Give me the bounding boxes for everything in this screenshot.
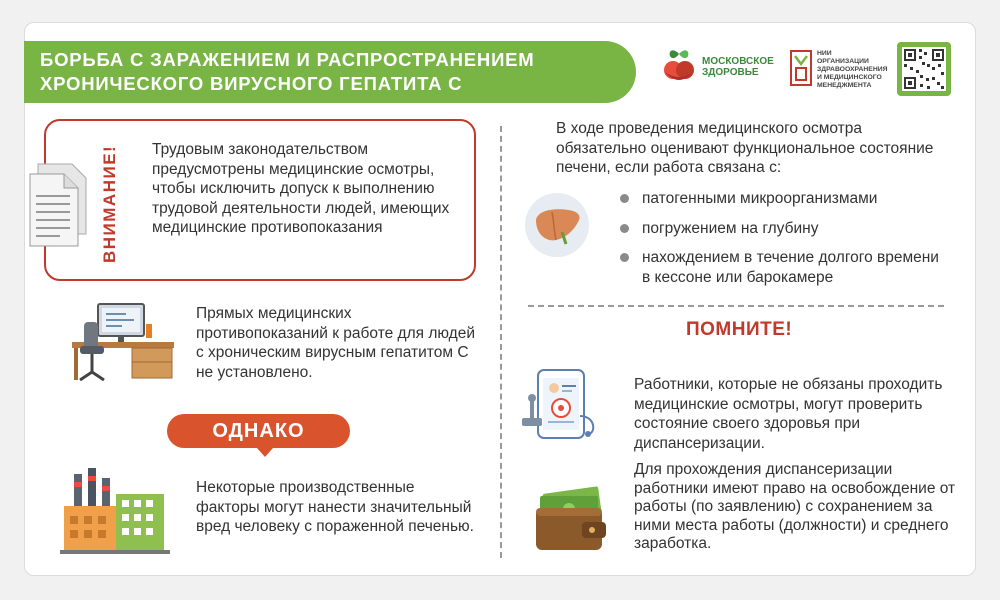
however-label: ОДНАКО: [212, 419, 305, 442]
however-pointer: [257, 448, 273, 457]
list-item: [620, 189, 950, 209]
list-item: [620, 248, 950, 287]
nii-line-2: ОРГАНИЗАЦИИ: [817, 58, 869, 65]
nii-line-5: МЕНЕДЖМЕНТА: [817, 82, 872, 89]
moscow-health-logo: [662, 48, 772, 86]
list-item: [620, 219, 950, 239]
attention-label: ВНИМАНИЕ!: [100, 144, 119, 263]
nii-logo: [790, 50, 897, 90]
horizontal-divider: [528, 305, 944, 307]
qr-code-icon[interactable]: [897, 42, 951, 96]
medical-app-phone-icon: [518, 368, 610, 442]
condition-text: патогенными микроорганизмами: [642, 190, 878, 207]
moscow-health-line-1: МОСКОВСКОЕ: [702, 56, 774, 67]
page-title-line-1: БОРЬБА С ЗАРАЖЕНИЕМ И РАСПРОСТРАНЕНИЕМ: [40, 49, 535, 70]
nii-line-3: ЗДРАВООХРАНЕНИЯ: [817, 66, 888, 73]
bullet-icon: [620, 194, 629, 203]
vertical-divider: [500, 126, 502, 558]
liver-icon: [524, 192, 590, 258]
documents-icon: [26, 160, 100, 250]
page-title-line-2: ХРОНИЧЕСКОГО ВИРУСНОГО ГЕПАТИТА С: [40, 73, 463, 94]
bullet-icon: [620, 224, 629, 233]
dispensary-rights-text: Для прохождения диспансеризации работники имеют право на освобождение от работы (по заявлению) с сохранением за ними места работы (должности) и среднего заработка.: [634, 461, 956, 553]
office-desk-icon: [68, 300, 178, 386]
workers-checkup-text: Работники, которые не обязаны проходить медицинские осмотры, могут проверить состояние своего здоровья при диспансеризации.: [634, 376, 943, 452]
nii-logo-text: [817, 50, 897, 90]
factory-icon: [60, 466, 172, 556]
remember-heading: ПОМНИТЕ!: [686, 319, 793, 340]
conditions-list: [620, 189, 950, 297]
production-factors-text: Некоторые производственные факторы могут нанести значительный вред человеку с пораженной печенью.: [196, 479, 474, 535]
medical-exam-intro: В ходе проведения медицинского осмотра обязательно оценивают функциональное состояние печени, если работа связана с:: [556, 120, 934, 176]
condition-text: погружением на глубину: [642, 219, 819, 237]
bullet-icon: [620, 253, 629, 262]
moscow-health-logo-text: [702, 56, 772, 78]
wallet-money-icon: [534, 486, 608, 552]
page-title: [40, 48, 640, 96]
nii-line-1: НИИ: [817, 50, 832, 57]
nii-line-4: И МЕДИЦИНСКОГО: [817, 74, 882, 81]
however-badge: [167, 414, 350, 448]
moscow-health-emblem-icon: [662, 48, 696, 86]
condition-text: нахождением в течение долгого времени в кессоне или барокамере: [642, 249, 939, 286]
moscow-health-line-2: ЗДОРОВЬЕ: [702, 67, 759, 78]
attention-text: Трудовым законодательством предусмотрены медицинские осмотры, чтобы исключить допуск к выполнению трудовой деятельности людей, имеющих медицинские противопоказания: [152, 141, 450, 236]
no-contraindications-text: Прямых медицинских противопоказаний к работе для людей с хроническим вирусным гепатитом С не установлено.: [196, 305, 475, 381]
nii-emblem-icon: [790, 50, 812, 86]
